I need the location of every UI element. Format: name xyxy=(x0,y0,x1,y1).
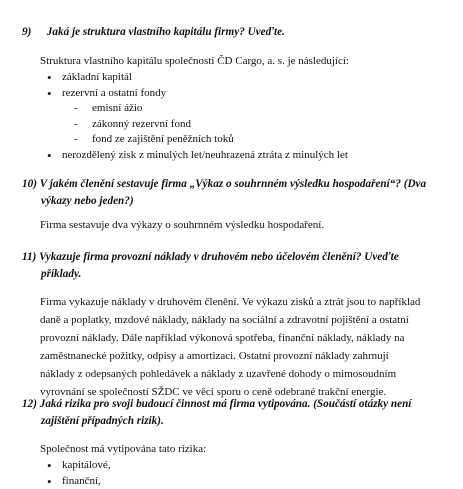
list-item: • kapitálové, xyxy=(40,458,440,474)
question-text-line2: výkazy nebo jeden?) xyxy=(22,193,447,210)
question-number: 10) xyxy=(22,178,37,190)
list-item: • finanční, xyxy=(40,474,440,489)
question-9 xyxy=(22,24,442,41)
paragraph-line: daně a poplatky, mzdové náklady, náklady na sociální a zdravotní pojištění a ostatní xyxy=(40,311,445,329)
answer: Firma sestavuje dva výkazy o souhrnném výsledku hospodaření. xyxy=(40,216,440,235)
risk-list xyxy=(40,458,440,489)
paragraph-line: zaměstnanecké požitky, odpisy a amortizaci. Ostatní provozní náklady zahrnují xyxy=(40,347,445,365)
answer-intro: Společnost má vytipována tato rizika: xyxy=(40,440,440,459)
answer-paragraph xyxy=(40,293,445,401)
question-10 xyxy=(22,176,447,210)
answer-intro: Struktura vlastního kapitálu společnosti ČD Cargo, a. s. je následující: xyxy=(40,52,440,71)
paragraph-line: provozní náklady. Dále například výkonová spotřeba, finanční náklady, náklady na xyxy=(40,329,445,347)
list-subitem: - fond ze zajištění peněžních toků xyxy=(40,132,440,148)
paragraph-line: náklady z odepsaných pohledávek a náklady z uzavřené dohody o mimosoudním xyxy=(40,365,445,383)
question-text-line1: Jaká rizika pro svoji budoucí činnost má firma vytipována. (Součástí otázky není xyxy=(40,398,412,410)
question-number: 11) xyxy=(22,251,36,263)
question-text-line2: příklady. xyxy=(22,266,447,283)
question-text-line2: zajištění případných rizik). xyxy=(22,413,447,430)
list-subitem: - zákonný rezervní fond xyxy=(40,117,440,133)
list-item: • nerozdělený zisk z minulých let/neuhrazená ztráta z minulých let xyxy=(40,148,440,164)
paragraph-line: vyrovnání se společností SŽDC ve věci sporu o ceně odebrané trakční energie. xyxy=(40,383,445,401)
list-subitem: - emisní ážio xyxy=(40,101,440,117)
question-text: Jaká je struktura vlastního kapitálu firmy? Uveďte. xyxy=(47,26,285,38)
question-text-line1: Vykazuje firma provozní náklady v druhovém nebo účelovém členění? Uveďte xyxy=(39,251,399,263)
list-item: • rezervní a ostatní fondy xyxy=(40,86,440,102)
paragraph-line: Firma vykazuje náklady v druhovém členění. Ve výkazu zisků a ztrát jsou to například xyxy=(40,293,445,311)
question-number: 9) xyxy=(22,24,36,41)
question-text-line1: V jakém členění sestavuje firma „Výkaz o souhrnném výsledku hospodaření“? (Dva xyxy=(40,178,426,190)
equity-structure-list xyxy=(40,70,440,163)
question-number: 12) xyxy=(22,398,37,410)
question-12 xyxy=(22,396,447,430)
question-11 xyxy=(22,249,447,283)
list-item: • základní kapitál xyxy=(40,70,440,86)
